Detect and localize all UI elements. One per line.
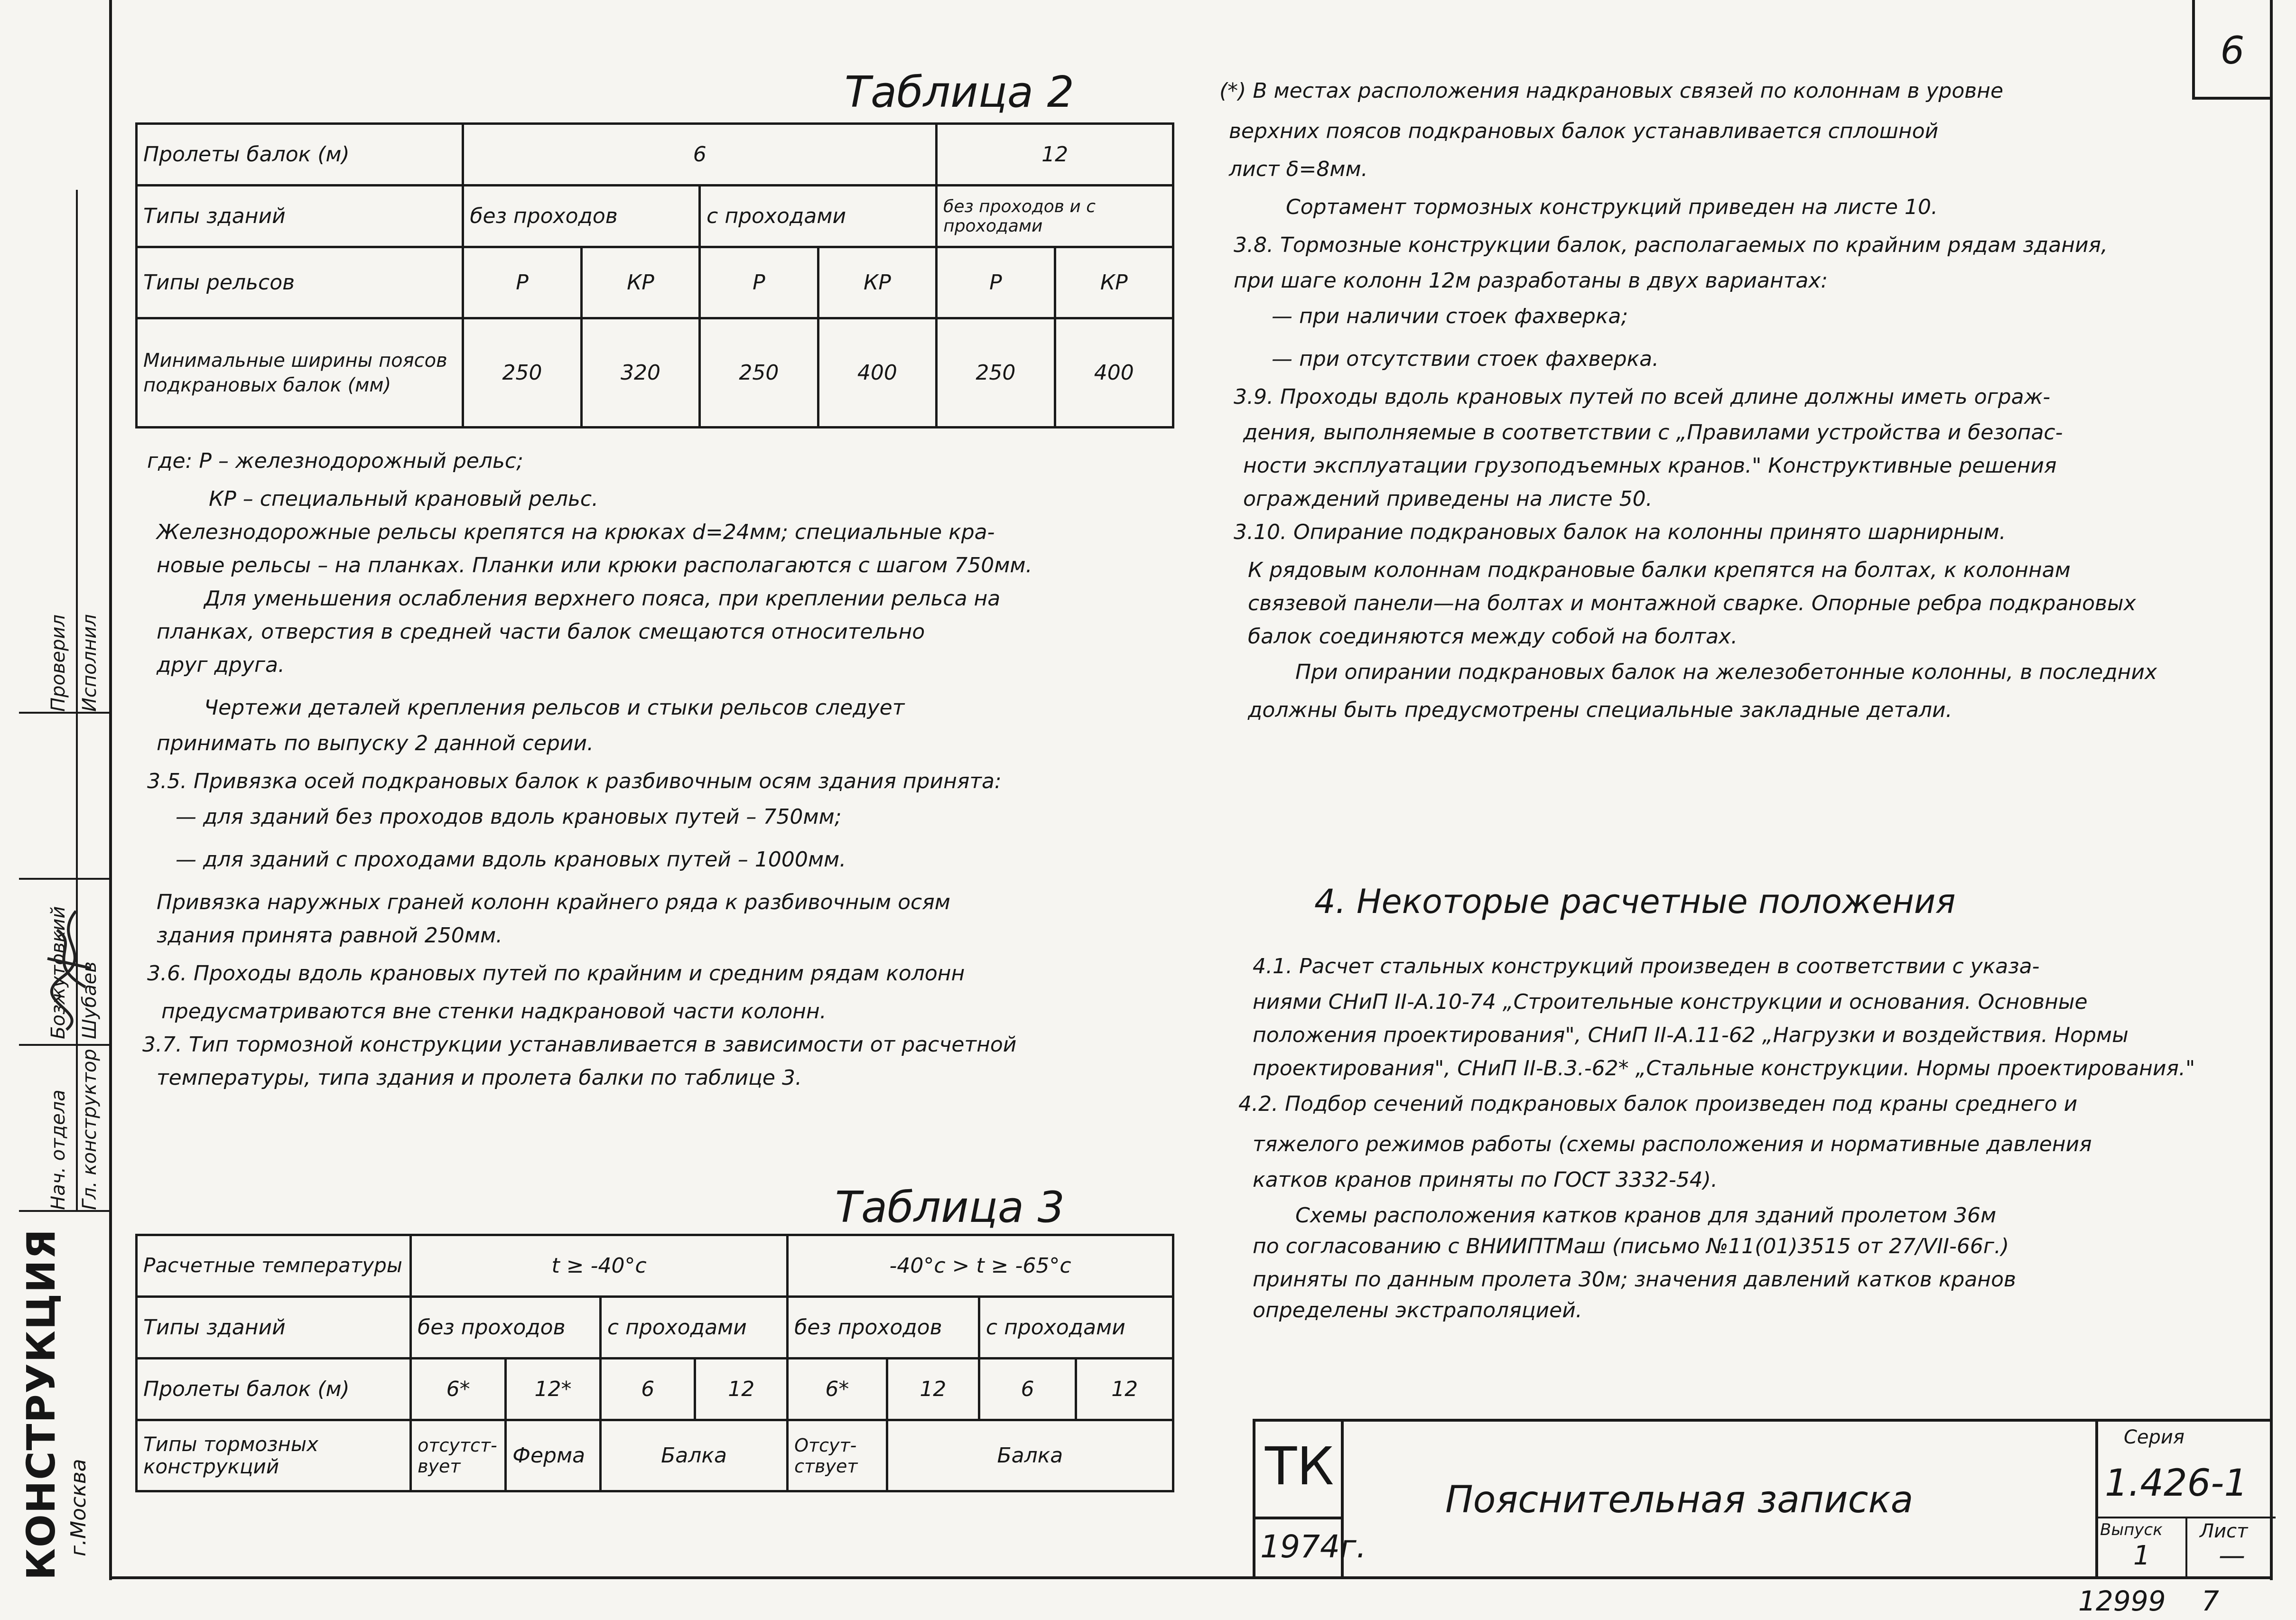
signature-scribble [33,902,104,1034]
page-number: 6 [2220,28,2245,73]
stamp-role-6: Исполнил [79,614,101,712]
table3-types-label: Типы зданий [137,1297,411,1359]
text-line: 4.2. Подбор сечений подкрановых балок произведен под краны среднего и [1238,1092,2078,1116]
table3-span: 6 [979,1359,1076,1420]
text-line: 3.6. Проходы вдоль крановых путей по крайним и средним рядам колонн [147,961,965,986]
text-line: по согласованию с ВНИИПТМаш (письмо №11(01)3515 от 27/VII-66г.) [1253,1234,2009,1258]
text-line: балок соединяются между собой на болтах. [1248,624,1738,649]
text-line: проектирования", СНиП II-В.3.-62* „Стальные конструкции. Нормы проектирования." [1253,1056,2195,1080]
table2-rail: КР [1055,247,1173,318]
text-line: здания принята равной 250мм. [157,923,503,948]
table3 [135,1234,1174,1492]
table2-rail: Р [700,247,818,318]
table2 [135,122,1174,428]
text-line: 3.8. Тормозные конструкции балок, располагаемых по крайним рядам здания, [1234,233,2108,257]
text-line: Для уменьшения ослабления верхнего пояса, при креплении рельса на [204,587,1001,611]
table3-type: без проходов [788,1297,979,1359]
sheet-number: 7 [2202,1585,2219,1617]
table2-min-value: 250 [700,318,818,428]
text-line: Схемы расположения катков кранов для зданий пролетом 36м [1295,1203,1997,1228]
table2-min-value: 400 [1055,318,1173,428]
text-line: Привязка наружных граней колонн крайнего ряда к разбивочным осям [157,890,950,914]
table3-span: 6* [411,1359,506,1420]
table2-type-a: без проходов [463,186,700,247]
table2-rail: Р [463,247,581,318]
text-line: ограждений приведены на листе 50. [1243,487,1653,511]
text-line: — для зданий с проходами вдоль крановых путей – 1000мм. [176,847,846,872]
table2-spans-label: Пролеты балок (м) [137,124,463,186]
series-label: Серия [2124,1426,2184,1448]
table2-min-value: 250 [937,318,1055,428]
stamp-org: КОНСТРУКЦИЯ [19,1228,64,1580]
page-number-box [2192,0,2270,100]
table2-min-value: 250 [463,318,581,428]
table3-brake: Балка [887,1420,1173,1491]
text-line: 3.9. Проходы вдоль крановых путей по всей длине должны иметь ограж- [1234,385,2051,409]
table2-type-c: без проходов и с проходами [937,186,1173,247]
text-line: Железнодорожные рельсы крепятся на крюках d=24мм; специальные кра- [157,520,995,544]
text-line: определены экстраполяцией. [1253,1298,1582,1322]
table3-type: с проходами [600,1297,787,1359]
text-line: должны быть предусмотрены специальные закладные детали. [1248,698,1952,722]
text-line: Чертежи деталей крепления рельсов и стыки рельсов следует [204,696,905,720]
text-line: — для зданий без проходов вдоль крановых путей – 750мм; [176,805,842,829]
text-line: (*) В местах расположения надкрановых связей по колоннам в уровне [1219,79,2004,103]
text-line: К рядовым колоннам подкрановые балки крепятся на болтах, к колоннам [1248,558,2071,582]
text-line: верхних поясов подкрановых балок устанавливается сплошной [1229,119,1939,143]
table3-spans-label: Пролеты балок (м) [137,1359,411,1420]
text-line: приняты по данным пролета 30м; значения давлений катков кранов [1253,1267,2016,1292]
section-4-title: 4. Некоторые расчетные положения [1314,882,1956,921]
table3-brake: Отсут-ствует [788,1420,887,1491]
table3-span: 12 [887,1359,979,1420]
text-line: катков кранов приняты по ГОСТ 3332-54). [1253,1168,1718,1192]
text-line: положения проектирования", СНиП II-А.11-62 „Нагрузки и воздействия. Нормы [1253,1023,2129,1047]
table2-rail: Р [937,247,1055,318]
table3-brake: Балка [600,1420,787,1491]
text-line: друг друга. [157,653,285,677]
table3-span: 6 [600,1359,695,1420]
table2-rails-label: Типы рельсов [137,247,463,318]
issue-label: Выпуск [2100,1520,2163,1539]
legend-line-1: где: Р – железнодорожный рельс; [147,449,523,473]
text-line: тяжелого режимов работы (схемы расположения и нормативные давления [1253,1132,2092,1156]
table3-brake: Ферма [506,1420,601,1491]
stamp-role-2: Гл. конструктор [79,1049,101,1210]
text-line: — при наличии стоек фахверка; [1272,304,1628,328]
text-line: При опирании подкрановых балок на железобетонные колонны, в последних [1295,660,2157,684]
table3-span: 12 [1076,1359,1173,1420]
table2-title: Таблица 2 [845,67,1074,117]
text-line: 3.7. Тип тормозной конструкции устанавливается в зависимости от расчетной [142,1033,1017,1057]
text-line: температуры, типа здания и пролета балки по таблице 3. [157,1066,802,1090]
table3-title: Таблица 3 [835,1182,1065,1232]
table3-brake: отсутст-вует [411,1420,506,1491]
text-line: связевой панели—на болтах и монтажной сварке. Опорные ребра подкрановых [1248,591,2136,615]
table3-temp-1: t ≥ -40°с [411,1235,788,1297]
text-line: планках, отверстия в средней части балок смещаются относительно [157,620,925,644]
text-line: — при отсутствии стоек фахверка. [1272,347,1659,371]
text-line: ности эксплуатации грузоподъемных кранов." Конструктивные решения [1243,454,2057,478]
title-code: ТК [1265,1436,1334,1497]
sheet-value: — [2219,1540,2245,1571]
text-line: предусматриваются вне стенки надкрановой части колонн. [161,999,827,1024]
archive-number: 12999 [2078,1585,2166,1617]
table2-min-value: 400 [818,318,937,428]
table2-span-6: 6 [463,124,937,186]
document-title: Пояснительная записка [1445,1479,1914,1521]
text-line: принимать по выпуску 2 данной серии. [157,731,594,755]
table2-min-value: 320 [581,318,699,428]
title-year: 1974г. [1260,1528,1366,1565]
sheet-label: Лист [2200,1520,2248,1542]
table3-span: 12* [506,1359,601,1420]
text-line: новые рельсы – на планках. Планки или крюки располагаются с шагом 750мм. [157,553,1032,577]
stamp-role-3: Бозжутовкий [47,906,69,1039]
table2-rail: КР [581,247,699,318]
table2-span-12: 12 [937,124,1173,186]
text-line: Сортамент тормозных конструкций приведен на листе 10. [1286,195,1938,219]
table3-type: с проходами [979,1297,1173,1359]
stamp-role-4: Шубаев [79,961,101,1039]
title-block [1253,1419,2273,1579]
stamp-role-1: Нач. отдела [47,1089,69,1210]
side-stamp [19,190,112,1580]
text-line: лист δ=8мм. [1229,157,1368,181]
text-line: ниями СНиП II-А.10-74 „Строительные конструкции и основания. Основные [1253,990,2088,1014]
text-line: 3.10. Опирание подкрановых балок на колонны принято шарнирным. [1234,520,2006,544]
stamp-role-5: Проверил [47,614,69,712]
table3-span: 6* [788,1359,887,1420]
stamp-city: г.Москва [66,1459,91,1556]
table2-rail: КР [818,247,937,318]
series-value: 1.426-1 [2105,1462,2248,1505]
table2-min-label: Минимальные ширины поясов подкрановых балок (мм) [137,318,463,428]
table3-span: 12 [695,1359,788,1420]
legend-line-2: КР – специальный крановый рельс. [209,487,599,511]
frame-right-border [2270,0,2273,1580]
text-line: при шаге колонн 12м разработаны в двух вариантах: [1234,269,1828,293]
table2-type-b: с проходами [700,186,937,247]
table2-types-label: Типы зданий [137,186,463,247]
text-line: дения, выполняемые в соответствии с „Правилами устройства и безопас- [1243,420,2063,445]
table3-brake-label: Типы тормозных конструкций [137,1420,411,1491]
table3-temp-label: Расчетные температуры [137,1235,411,1297]
table3-temp-2: -40°с > t ≥ -65°с [788,1235,1173,1297]
table3-type: без проходов [411,1297,601,1359]
issue-value: 1 [2133,1540,2150,1571]
text-line: 3.5. Привязка осей подкрановых балок к разбивочным осям здания принята: [147,769,1002,793]
text-line: 4.1. Расчет стальных конструкций произведен в соответствии с указа- [1253,954,2040,978]
